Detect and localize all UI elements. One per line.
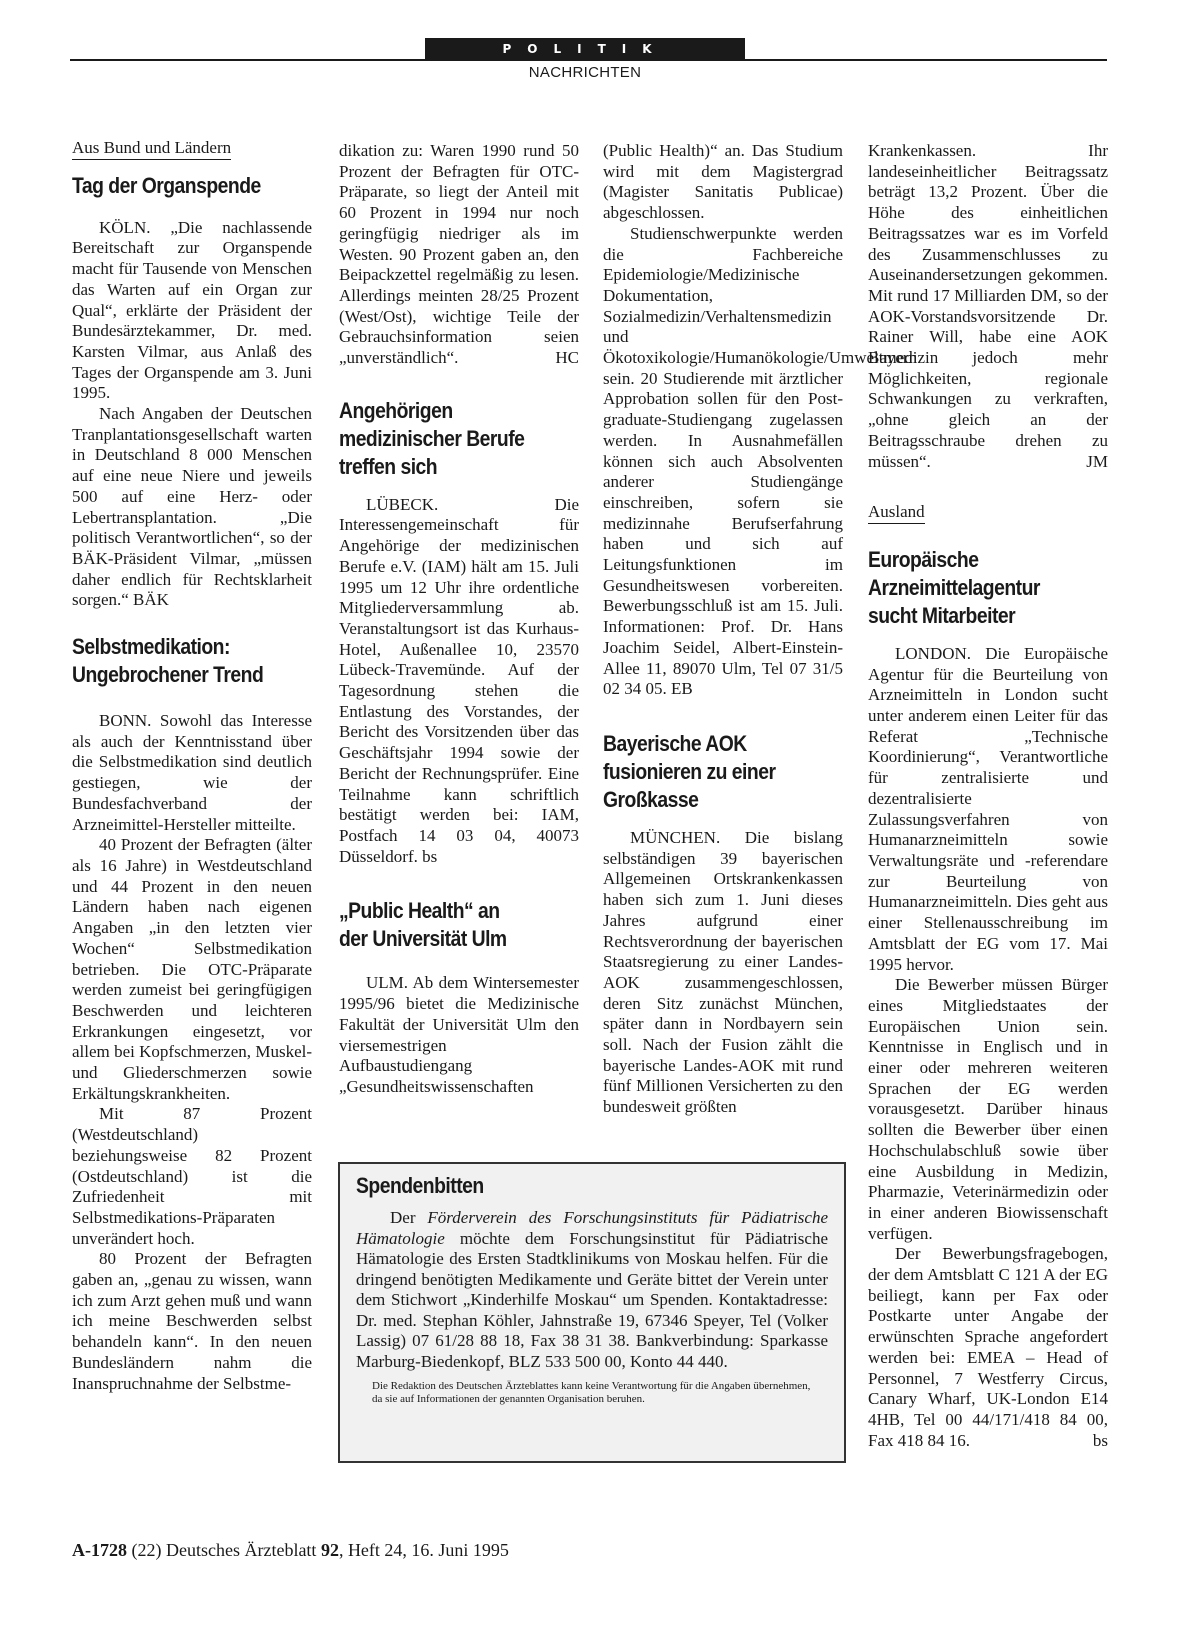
paragraph-text: dikation zu: Waren 1990 rund 50 Prozent der Befragten für OTC-Präparate, so liegt der Anteil mit 60 Prozent in 1994 nur noch geringfügig niedriger als im Westen. 90 Prozent gaben an, den Beipackzettel regelmäßig zu lesen. Allerdings meinten 28/25 Prozent (West/Ost), wichtige Teile der Gebrauchsinformation seien „unverständlich“. [339,141,579,368]
article-paragraph: KÖLN. „Die nachlassende Bereitschaft zur Organspende macht für Tausende von Menschen das Warten auf ein Organ zur Qual“, erklärte der Präsident der Bundesärztekammer, Dr. med. Karsten Vilmar, aus Anlaß des Tages der Organspende am 3. Juni 1995. [72,217,312,403]
article-paragraph: BONN. Sowohl das Interesse als auch der Kenntnisstand über die Selbstmedikation sind deutlich gestiegen, wie der Bundesfachverband der Arzneimittel-Hersteller mitteilte. [72,711,312,834]
box-note: Die Redaktion des Deutschen Ärzteblattes kann keine Verantwortung für die Angaben übernehmen, da sie auf Informationen der genannten Organisation beruhen. [372,1380,811,1405]
donation-box [338,1162,846,1463]
footer-issue: , Heft 24, 16. Juni 1995 [338,1540,509,1560]
article-headline: Arzneimittelagentur [868,574,1040,600]
article-headline: fusionieren zu einer [603,758,776,784]
article-headline: Bayerische AOK [603,730,747,756]
footer-text: (22) Deutsches Ärzteblatt [131,1540,317,1560]
article-headline: der Universität Ulm [339,926,507,952]
author-signature: HC [555,348,579,368]
article-paragraph: MÜNCHEN. Die bislang selbständigen 39 bayerischen Allgemeinen Ortskrankenkassen haben sich zum 1. Juni dieses Jahres aufgrund einer Rechtsverordnung der bayerischen Staatsregierung zu einer Landes-AOK zusammengeschlossen, deren Sitz zunächst München, später dann in Nordbayern sein soll. Nach der Fusion zählt die bayerische Landes-AOK mit rund fünf Millionen Versicherten zu den bundesweit größten [603,827,843,1117]
box-headline: Spendenbitten [356,1173,484,1198]
author-signature: bs [1092,1430,1108,1450]
article-paragraph: Studienschwerpunkte werden die Fachbereiche Epidemiologie/Medizinische Dokumentation, Sozialmedizin/Verhaltensmedizin und Ökotoxikologie/Humanökologie/Umweltmedizin sein. 20 Studierende mit ärztlicher Approbation sollen für den Post-graduate-Studiengang zugelassen werden. In Ausnahmefällen können sich auch Absolventen anderer Studiengänge einschreiben, sofern sie medizinnahe Berufserfahrung haben und sich auf Leitungsfunktionen im Gesundheitswesen vorbereiten. Bewerbungsschluß ist am 15. Juli. Informationen: Prof. Dr. Hans Joachim Seidel, Albert-Einstein-Allee 11, 89070 Ulm, Tel 07 31/5 02 34 05. EB [603,223,939,699]
article-paragraph: Die Bewerber müssen Bürger eines Mitgliedstaates der Europäischen Union sein. Kenntnisse in Englisch und in einer oder mehreren weiteren Sprachen der EG werden vorausgesetzt. Darüber hinaus sollten die Bewerber über einen Hochschulabschluß sowie über eine Ausbildung in Medizin, Pharmazie, Veterinärmedizin oder in einer anderen Biowissenschaft verfügen. [868,975,1108,1243]
article-paragraph [339,141,579,369]
section-label: Ausland [868,502,925,524]
article-paragraph: (Public Health)“ an. Das Studium wird mit dem Magistergrad (Magister Sanitatis Publicae) abgeschlossen. [603,141,843,223]
article-headline: Europäische [868,546,979,572]
box-text-intro: Der [390,1208,428,1227]
article-paragraph: LÜBECK. Die Interessengemeinschaft für Angehörige der medizinischen Berufe e.V. (IAM) hält am 15. Juli 1995 um 12 Uhr ihre ordentliche Mitgliederversammlung ab. Veranstaltungsort ist das Kurhaus-Hotel, Außenallee 10, 23570 Lübeck-Travemünde. Auf der Tagesordnung stehen die Entlastung des Vorstandes, der Bericht des Vorsitzenden über das Geschäftsjahr 1994 sowie der Bericht der Rechnungsprüfer. Eine Teilnahme kann schriftlich bestätigt werden bei: IAM, Postfach 14 03 04, 40073 Düsseldorf. bs [339,494,579,866]
article-paragraph: LONDON. Die Europäische Agentur für die Beurteilung von Arzneimitteln in London sucht unter anderem einen Leiter für das Referat „Technische Koordinierung“, Verantwortliche für zentralisierte und dezentralisierte Zulassungsverfahren von Humanarzneimitteln sowie Verwaltungsräte und -referendare zur Beurteilung von Humanarzneimitteln. Dies geht aus einer Stellenausschreibung im Amtsblatt der EG vom 17. Mai 1995 hervor. [868,643,1108,974]
section-header: POLITIK [425,38,745,60]
article-paragraph [868,141,1108,472]
subsection-header: NACHRICHTEN [528,64,642,81]
article-headline: „Public Health“ an [339,898,500,924]
paragraph-text: Der Bewerbungsfragebogen, der dem Amtsblatt C 121 A der EG beiliegt, kann per Fax oder Postkarte unter Angabe der erwünschten Sprache angefordert werden bei: EMEA – Head of Personnel, 7 Westferry Circus, Canary Wharf, UK-London E14 4HB, Tel 00 44/171/418 84 00, Fax 418 84 16. [868,1244,1108,1450]
box-text-italic: Förderverein des Forschungsinstituts für Pädiatrische Hämatologie [356,1208,829,1248]
article-paragraph: ULM. Ab dem Wintersemester 1995/96 bietet die Medizinische Fakultät der Universität Ulm den viersemestrigen Aufbaustudiengang „Gesundheitswissenschaften [339,973,579,1096]
article-headline: Selbstmedikation: [72,634,230,660]
article-paragraph: Nach Angaben der Deutschen Tranplantationsgesellschaft warten in Deutschland 8 000 Menschen auf eine neue Niere und jeweils 500 auf eine Herz- oder Lebertransplantation. „Die politisch Verantwortlichen“, so der BÄK-Präsident Vilmar, „müssen daher endlich für Rechtsklarheit sorgen.“ BÄK [72,404,312,610]
article-headline: sucht Mitarbeiter [868,602,1016,628]
paragraph-text: Krankenkassen. Ihr landeseinheitlicher Beitragssatz beträgt 13,2 Prozent. Über die Höhe des einheitlichen Beitragssatzes war es im Vorfeld des Zusammenschlusses zu Auseinandersetzungen gekommen. Mit rund 17 Milliarden DM, so der AOK-Vorstandsvorsitzende Dr. Rainer Will, habe eine AOK Bayern jedoch mehr Möglichkeiten, regionale Schwankungen zu verkraften, „ohne gleich an der Beitragsschraube drehen zu müssen“. [868,141,1108,471]
article-headline: Angehörigen [339,397,453,423]
column-1 [72,138,312,1394]
section-label: Aus Bund und Ländern [72,138,231,160]
article-headline: medizinischer Berufe [339,425,525,451]
article-headline: Tag der Organspende [72,172,261,198]
column-2 [339,141,579,1098]
article-paragraph: 80 Prozent der Befragten gaben an, „genau zu wissen, wann ich zum Arzt gehen muß und wann ich meine Beschwerden selbst behandeln kann“. In den neuen Bundesländern nahm die Inanspruchnahme der Selbstme- [72,1249,312,1393]
footer-volume: 92 [320,1540,339,1560]
box-text [356,1208,828,1372]
article-paragraph: Mit 87 Prozent (Westdeutschland) beziehungsweise 82 Prozent (Ostdeutschland) ist die Zufriedenheit mit Selbstmedikations-Präparaten unverändert hoch. [72,1104,312,1248]
article-paragraph: 40 Prozent der Befragten (älter als 16 Jahre) in Westdeutschland und 44 Prozent in den neuen Ländern haben nach eigenen Angaben „in den letzten vier Wochen“ Selbstmedikation betrieben. Die OTC-Präparate werden zumeist bei geringfügigen Beschwerden und leichteren Erkrankungen eingesetzt, vor allem bei Kopfschmerzen, Muskel- und Gliederschmerzen sowie Erkältungskrankheiten. [72,835,312,1103]
column-4 [868,141,1108,1451]
article-headline: treffen sich [339,453,438,479]
author-signature: JM [1086,451,1108,471]
article-headline: Großkasse [603,786,699,812]
article-paragraph [868,1244,1108,1451]
header-rule [70,59,1107,61]
page-number: A-1728 [72,1540,127,1560]
article-headline: Ungebrochener Trend [72,662,264,688]
box-text-rest: möchte dem Forschungsinstitut für Pädiatrische Hämatologie des Ersten Stadtklinikums von Moskau helfen. Für die dringend benötigten Medikamente und Geräte bittet der Verein unter dem Stichwort „Kinderhilfe Moskau“ um Spenden. Kontaktadresse: Dr. med. Stephan Köhler, Jahnstraße 19, 67346 Speyer, Tel (Volker Lassig) 07 61/28 88 18, Fax 38 31 38. Bankverbindung: Sparkasse Marburg-Biedenkopf, BLZ 533 500 00, Konto 44 440. [356,1228,828,1371]
page-footer [72,1540,509,1561]
